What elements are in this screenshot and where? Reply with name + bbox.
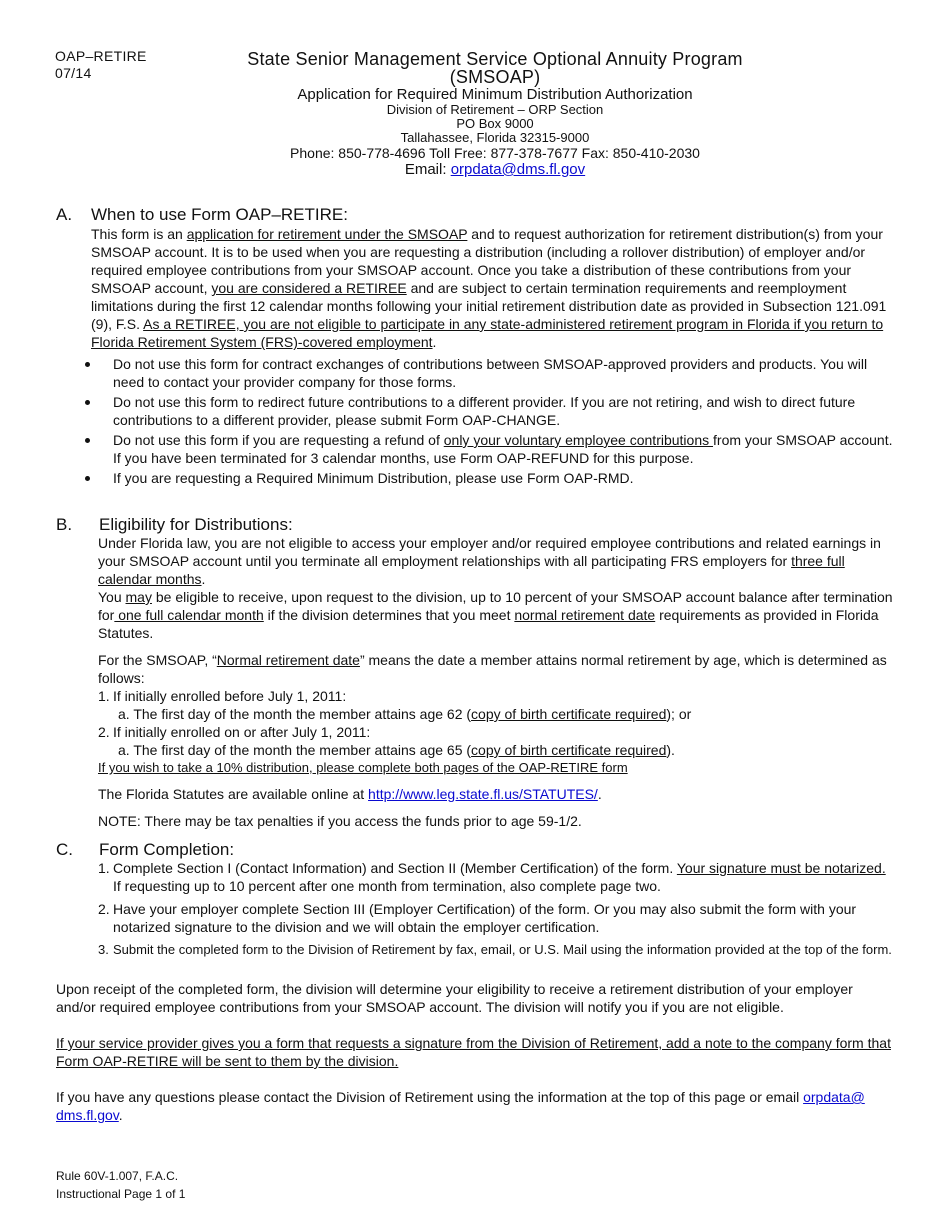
closing-paragraph-2: If your service provider gives you a form that requests a signature from the Division of Retirement, add a note to the company form that Form OAP-RETIRE will be sent to them by the division. <box>56 1035 891 1069</box>
section-b-body <box>98 534 893 830</box>
form-date: 07/14 <box>55 65 92 81</box>
section-a-title: When to use Form OAP–RETIRE: <box>91 205 348 224</box>
section-c-title: Form Completion: <box>99 840 235 859</box>
bullet-icon <box>85 400 90 405</box>
section-c-letter: C. <box>56 840 73 859</box>
statutes-link[interactable]: http://www.leg.state.fl.us/STATUTES/ <box>368 786 598 802</box>
po-box: PO Box 9000 <box>456 116 534 131</box>
closing-text <box>56 980 893 1124</box>
section-b-paragraph-1: Under Florida law, you are not eligible to access your employer and/or required employee contributions and related earnings in your SMSOAP account until you terminate all employment relationships with all participating FRS employers for three full calendar months. <box>98 535 881 587</box>
section-a-bullets <box>87 355 893 487</box>
list-item: Do not use this form if you are requesting a refund of only your voluntary employee contributions from your SMSOAP account. If you have been terminated for 3 calendar months, use Form OAP-REFUND for this purpose. <box>87 431 893 467</box>
closing-paragraph-1: Upon receipt of the completed form, the division will determine your eligibility to receive a retirement distribution of your employer and/or required employee contributions from your SMSOAP account. The division will notify you if you are not eligible. <box>56 981 853 1015</box>
footer-rule: Rule 60V-1.007, F.A.C. <box>56 1169 179 1183</box>
form-code: OAP–RETIRE <box>55 48 147 64</box>
list-item: a. The first day of the month the member attains age 65 (copy of birth certificate required). <box>118 742 675 758</box>
page-title: State Senior Management Service Optional Annuity Program <box>247 49 743 69</box>
list-item: 1. If initially enrolled before July 1, 2011: <box>98 688 347 704</box>
statutes-line: The Florida Statutes are available online at http://www.leg.state.fl.us/STATUTES/. <box>98 786 602 802</box>
list-item: If you are requesting a Required Minimum Distribution, please use Form OAP-RMD. <box>87 469 893 487</box>
page-subtitle: Application for Required Minimum Distribution Authorization <box>297 86 693 103</box>
section-b-letter: B. <box>56 515 73 534</box>
section-c-body <box>98 859 893 959</box>
list-item: 3. Submit the completed form to the Division of Retirement by fax, email, or U.S. Mail using the information provided at the top of the form. <box>98 942 892 957</box>
bullet-icon <box>85 476 90 481</box>
closing-paragraph-3: If you have any questions please contact the Division of Retirement using the information at the top of this page or email orpdata@ dms.fl.gov. <box>56 1089 865 1123</box>
list-item: 2. Have your employer complete Section III (Employer Certification) of the form. Or you may also submit the form with your notarized signature to the division and we will obtain the employer certification. <box>98 901 857 935</box>
page-header <box>180 50 810 178</box>
list-item: 1. Complete Section I (Contact Information) and Section II (Member Certification) of the form. Your signature must be notarized. If requesting up to 10 percent after one month from termination, also complete page two. <box>98 860 886 894</box>
tax-penalty-note: NOTE: There may be tax penalties if you access the funds prior to age 59-1/2. <box>98 813 582 829</box>
footer-page: Instructional Page 1 of 1 <box>56 1187 186 1201</box>
phone-numbers: Phone: 850-778-4696 Toll Free: 877-378-7677 Fax: 850-410-2030 <box>290 145 700 161</box>
list-item: Do not use this form for contract exchanges of contributions between SMSOAP-approved providers and products. You will need to contact your provider company for those forms. <box>87 355 893 391</box>
city-address: Tallahassee, Florida 32315-9000 <box>400 130 590 145</box>
list-item: 2. If initially enrolled on or after July 1, 2011: <box>98 724 371 740</box>
section-a-body <box>91 225 893 487</box>
footer <box>56 1167 185 1203</box>
list-item: a. The first day of the month the member attains age 62 (copy of birth certificate required); or <box>118 706 692 722</box>
section-a-letter: A. <box>56 205 73 224</box>
email-line <box>180 161 810 178</box>
section-a-paragraph: This form is an application for retirement under the SMSOAP and to request authorization for retirement distribution(s) from your SMSOAP account. It is to be used when you are requesting a distribution (including a rollover distribution) of employer and/or required employee contributions from your SMSOAP account. Once you take a distribution of these contributions from your SMSOAP account, you are considered a RETIREE and are subject to certain termination requirements and reemployment limitations during the first 12 calendar months following your initial retirement distribution date as provided in Subsection 121.091 (9), F.S. As a RETIREE, you are not eligible to participate in any state-administered retirement program in Florida if you return to Florida Retirement System (FRS)-covered employment. <box>91 226 887 350</box>
bullet-icon <box>85 438 90 443</box>
page-title-line2: (SMSOAP) <box>449 67 541 87</box>
ten-percent-note: If you wish to take a 10% distribution, please complete both pages of the OAP-RETIRE form <box>98 760 628 775</box>
list-item: Do not use this form to redirect future contributions to a different provider. If you are not retiring, and wish to direct future contributions to a different provider, please submit Form OAP-CHANGE. <box>87 393 893 429</box>
email-link[interactable]: orpdata@dms.fl.gov <box>450 161 586 178</box>
email-link-bottom[interactable]: orpdata@ dms.fl.gov <box>56 1089 865 1123</box>
section-b-title: Eligibility for Distributions: <box>99 515 293 534</box>
bullet-icon <box>85 362 90 367</box>
email-label: Email: <box>404 161 451 178</box>
form-id <box>55 48 147 82</box>
section-b-paragraph-2: You may be eligible to receive, upon request to the division, up to 10 percent of your SMSOAP account balance after termination for one full calendar month if the division determines that you meet normal retirement date requirements as provided in Florida Statutes. <box>98 589 893 641</box>
division-name: Division of Retirement – ORP Section <box>386 102 604 117</box>
normal-retirement-definition: For the SMSOAP, “Normal retirement date” means the date a member attains normal retirement by age, which is determined as follows: <box>98 652 887 686</box>
